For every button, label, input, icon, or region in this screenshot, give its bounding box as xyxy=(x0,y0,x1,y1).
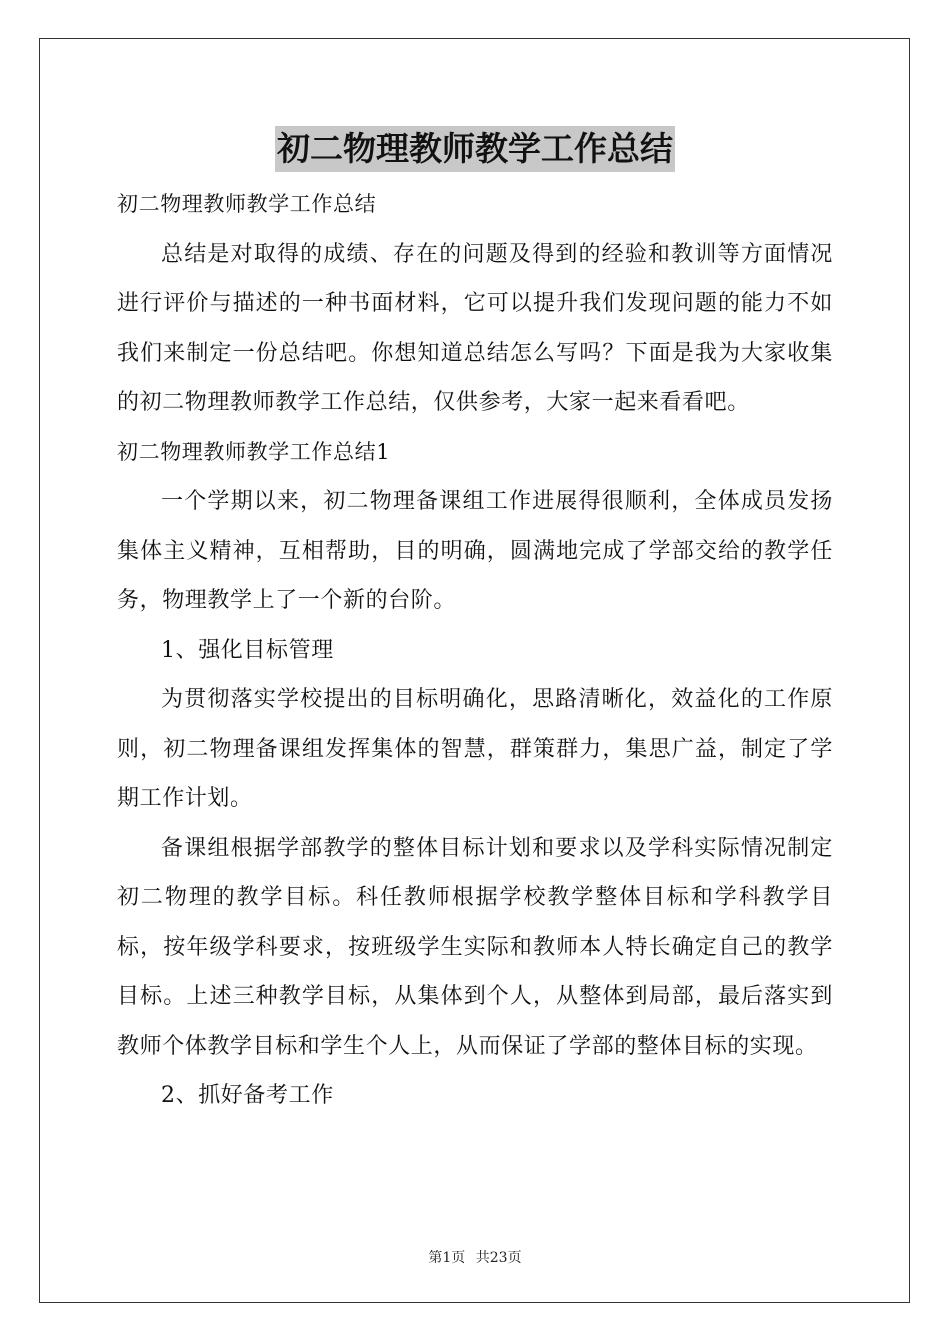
paragraph-body: 为贯彻落实学校提出的目标明确化，思路清晰化，效益化的工作原则，初二物理备课组发挥集体的智慧，群策群力，集思广益，制定了学期工作计划。 xyxy=(117,687,833,811)
paragraph-body: 一个学期以来，初二物理备课组工作进展得很顺利，全体成员发扬集体主义精神，互相帮助，目的明确，圆满地完成了学部交给的教学任务，物理教学上了一个新的台阶。 xyxy=(117,489,833,613)
document-body xyxy=(117,180,833,1121)
page-total: 共23页 xyxy=(475,1250,522,1266)
page-number: 第1页 xyxy=(428,1250,466,1266)
document-title: 初二物理教师教学工作总结 xyxy=(275,126,675,172)
paragraph-section-title: 初二物理教师教学工作总结1 xyxy=(117,439,391,464)
paragraph-subtitle: 初二物理教师教学工作总结 xyxy=(117,192,377,216)
paragraph-body: 备课组根据学部教学的整体目标计划和要求以及学科实际情况制定初二物理的教学目标。科任教师根据学校教学整体目标和学科教学目标，按年级学科要求，按班级学生实际和教师本人特长确定自己的教学目标。上述三种教学目标，从集体到个人，从整体到局部，最后落实到教师个体教学目标和学生个人上，从而保证了学部的整体目标的实现。 xyxy=(117,835,833,1059)
paragraph-intro: 总结是对取得的成绩、存在的问题及得到的经验和教训等方面情况进行评价与描述的一种书面材料，它可以提升我们发现问题的能力不如我们来制定一份总结吧。你想知道总结怎么写吗？下面是我为大家收集的初二物理教师教学工作总结，仅供参考，大家一起来看看吧。 xyxy=(117,241,833,415)
paragraph-heading-1: 1、强化目标管理 xyxy=(161,637,334,663)
page-footer xyxy=(0,1247,950,1267)
title-container xyxy=(0,126,950,172)
paragraph-heading-2: 2、抓好备考工作 xyxy=(161,1083,334,1108)
